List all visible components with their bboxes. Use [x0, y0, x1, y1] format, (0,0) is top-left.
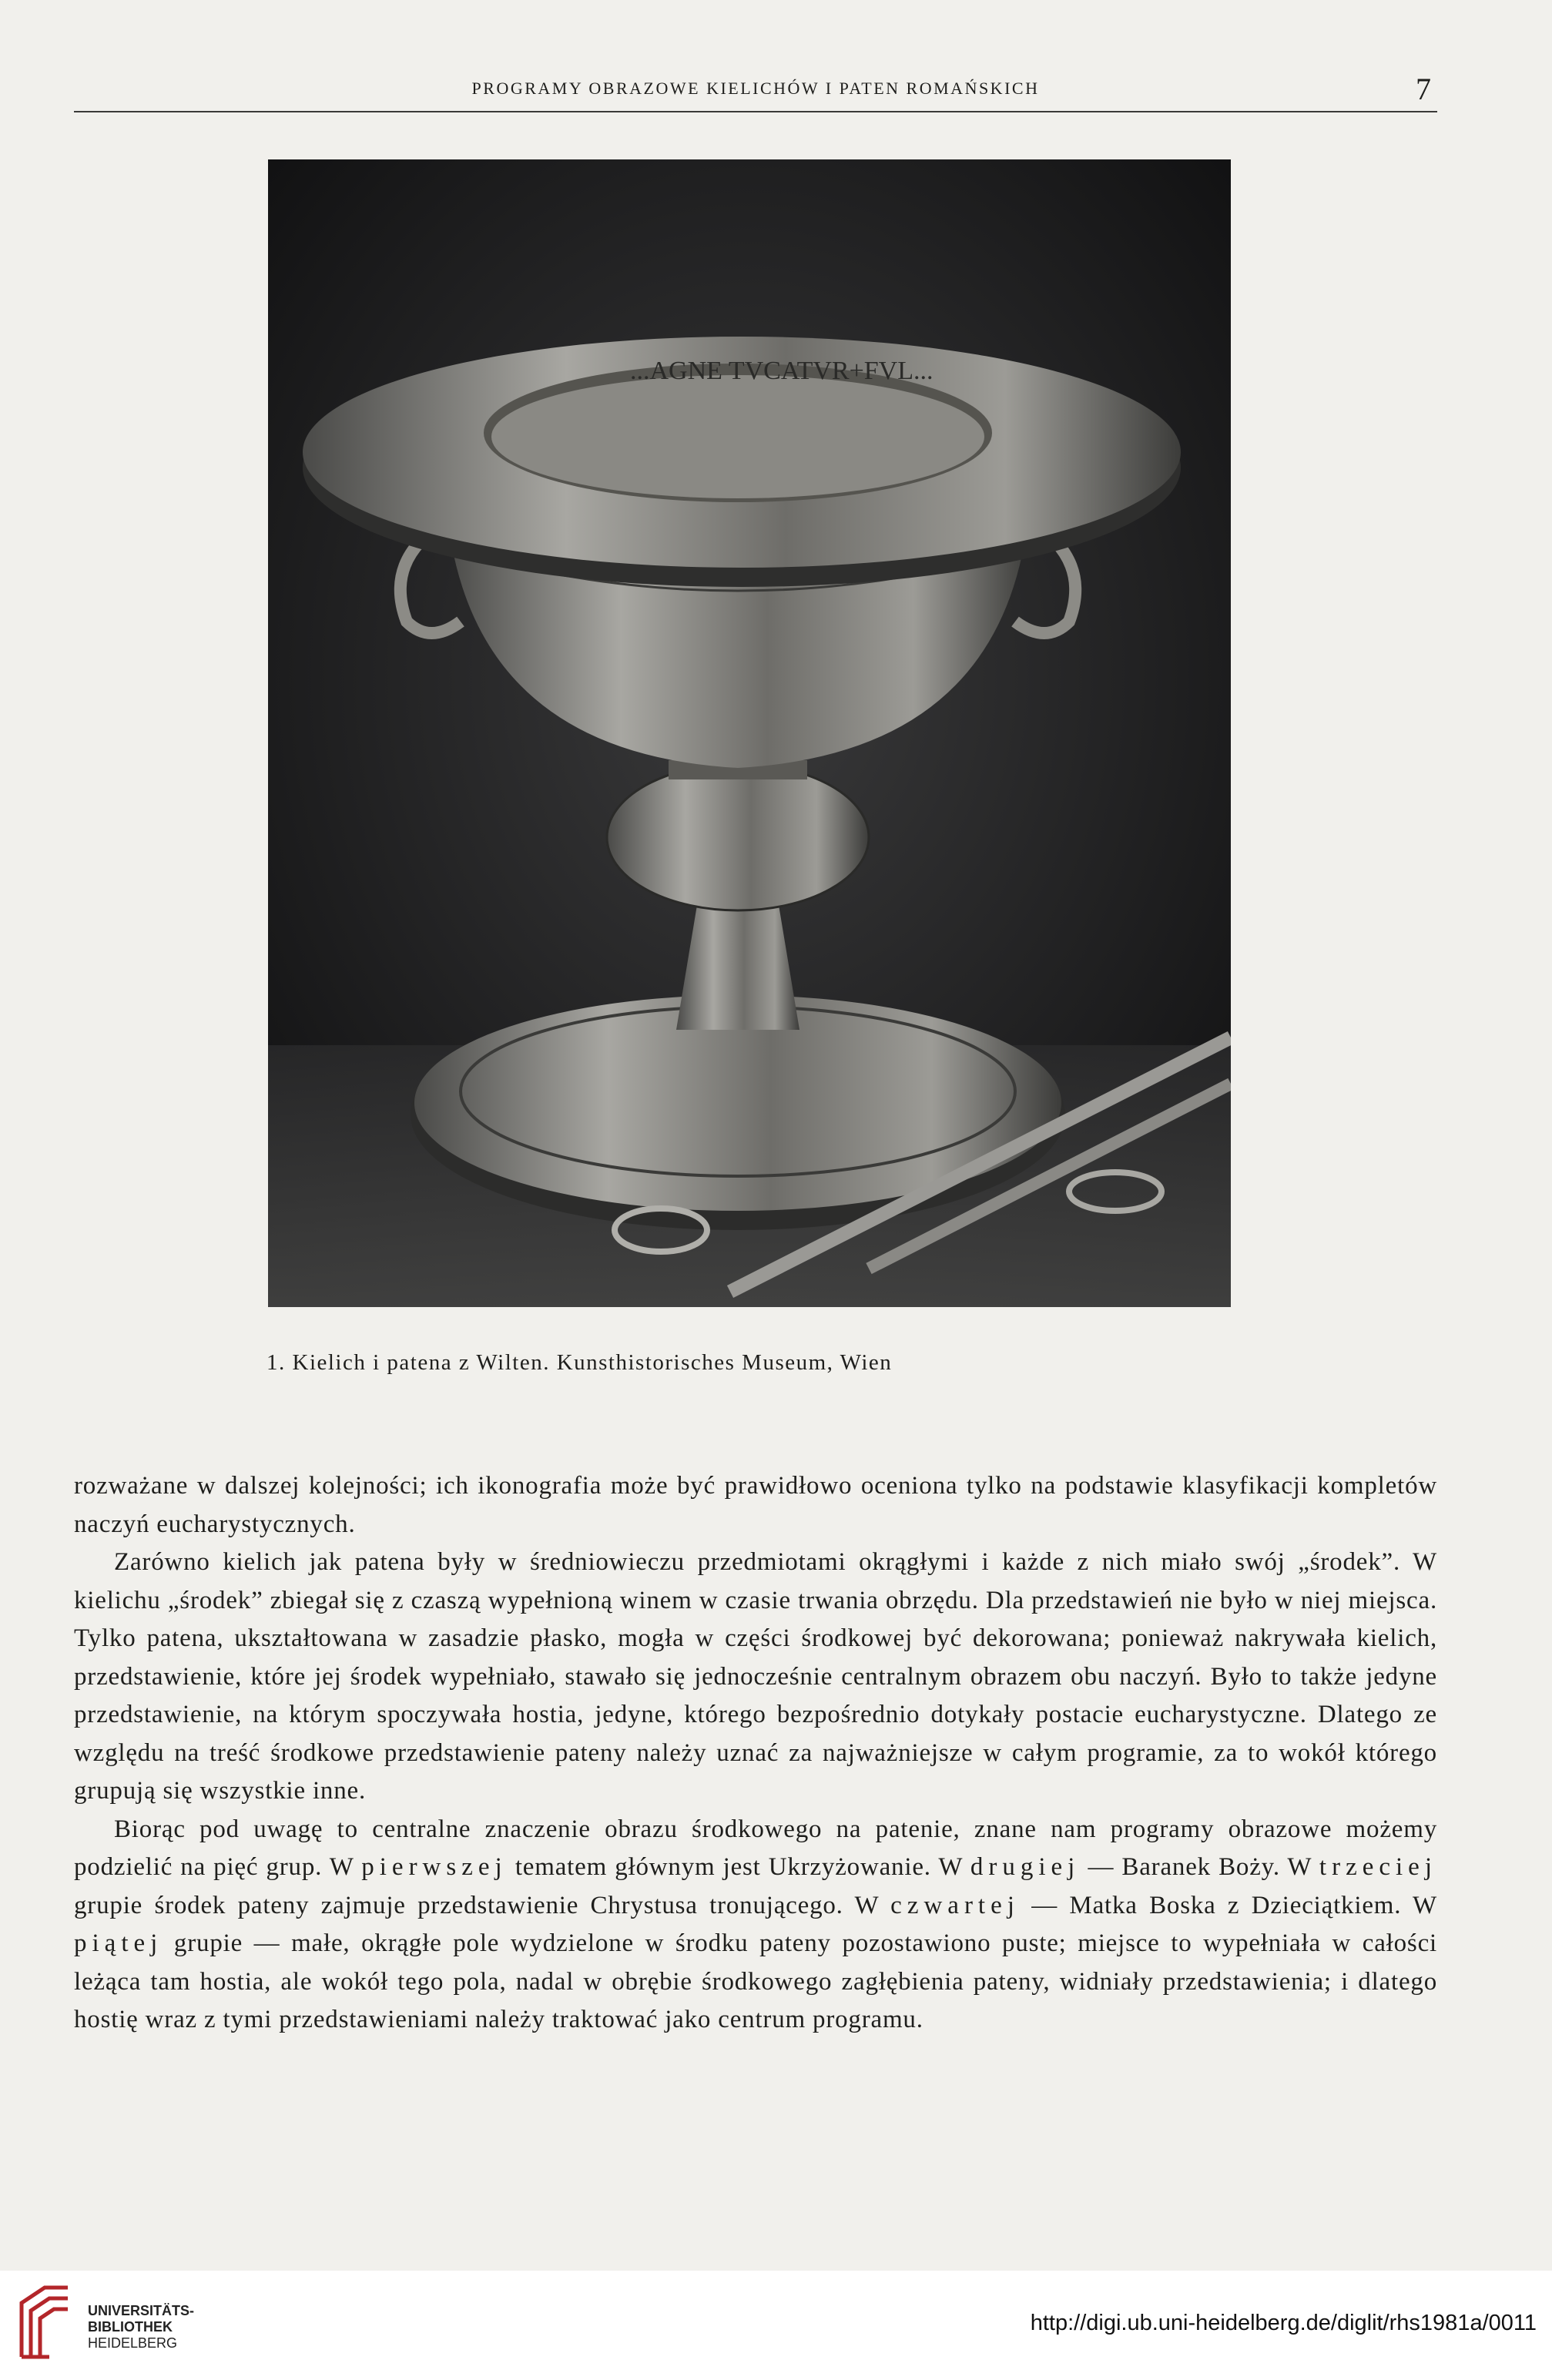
spaced-word-piatej: piątej: [74, 1929, 163, 1957]
source-url-link[interactable]: http://digi.ub.uni-heidelberg.de/diglit/rhs1981a/0011: [1030, 2311, 1537, 2335]
library-name-line-1: UNIVERSITÄTS-: [88, 2303, 195, 2318]
library-name: [88, 2303, 194, 2352]
spaced-word-pierwszej: pierwszej: [361, 1853, 508, 1881]
spaced-word-drugiej: drugiej: [970, 1853, 1081, 1881]
paragraph-3-text: Biorąc pod uwagę to centralne znaczenie obrazu środkowego na patenie, znane nam programy obrazowe możemy podzielić na pięć grup. W: [74, 1815, 1437, 1881]
figure-caption: 1. Kielich i patena z Wilten. Kunsthistorisches Museum, Wien: [266, 1350, 893, 1375]
library-name-line-2: BIBLIOTHEK: [88, 2319, 173, 2335]
spaced-word-czwartej: czwartej: [890, 1891, 1020, 1919]
running-header: [74, 71, 1437, 112]
running-title: PROGRAMY OBRAZOWE KIELICHÓW I PATEN ROMAŃSKICH: [471, 79, 1040, 98]
library-name-line-3: HEIDELBERG: [88, 2335, 178, 2351]
paragraph-3-text: — Baranek Boży. W: [1080, 1853, 1319, 1881]
library-logo-icon: [14, 2280, 75, 2365]
paragraph-1: rozważane w dalszej kolejności; ich ikonografia może być prawidłowo oceniona tylko na podstawie klasyfikacji kompletów naczyń eucharystycznych.: [74, 1472, 1437, 1538]
spaced-word-trzeciej: trzeciej: [1319, 1853, 1437, 1881]
rim-inscription: ...AGNE TVCATVR+FVL...: [630, 357, 934, 385]
paragraph-3-text: tematem głównym jest Ukrzyżowanie. W: [507, 1853, 970, 1881]
chalice-photograph: [268, 159, 1231, 1307]
body-text: [74, 1467, 1437, 2040]
paragraph-2: Zarówno kielich jak patena były w średniowieczu przedmiotami okrągłymi i każde z nich miało swój „środek”. W kielichu „środek” zbiegał się z czaszą wypełnioną winem w czasie trwania obrzędu. Dla przedstawień nie było w niej miejsca. Tylko patena, ukształtowana w zasadzie płasko, mogła w części środkowej być dekorowana; ponieważ nakrywała kielich, przedstawienie, które jej środek wypełniało, stawało się jednocześnie centralnym obrazem obu naczyń. Było to także jedyne przedstawienie, na którym spoczywała hostia, jedyne, którego bezpośrednio dotykały postacie eucharystyczne. Dlatego ze względu na treść środkowe przedstawienie pateny należy uznać za najważniejsze w całym programie, za to wokół którego grupują się wszystkie inne.: [74, 1548, 1437, 1805]
page-number: 7: [1416, 72, 1431, 106]
paragraph-3: [74, 1811, 1437, 2040]
paragraph-3-text: — Matka Boska z Dzieciątkiem. W: [1019, 1891, 1437, 1919]
paragraph-3-text: grupie środek pateny zajmuje przedstawienie Chrystusa tronującego. W: [74, 1891, 891, 1919]
paragraph-3-text: grupie — małe, okrągłe pole wydzielone w środku pateny pozostawiono puste; miejsce to wypełniała w całości leżąca tam hostia, ale wokół tego pola, nadal w obrębie środkowego zagłębienia pateny, widniały przedstawienia; i dlatego hostię wraz z tymi przedstawieniami należy traktować jako centrum programu.: [74, 1929, 1437, 2033]
